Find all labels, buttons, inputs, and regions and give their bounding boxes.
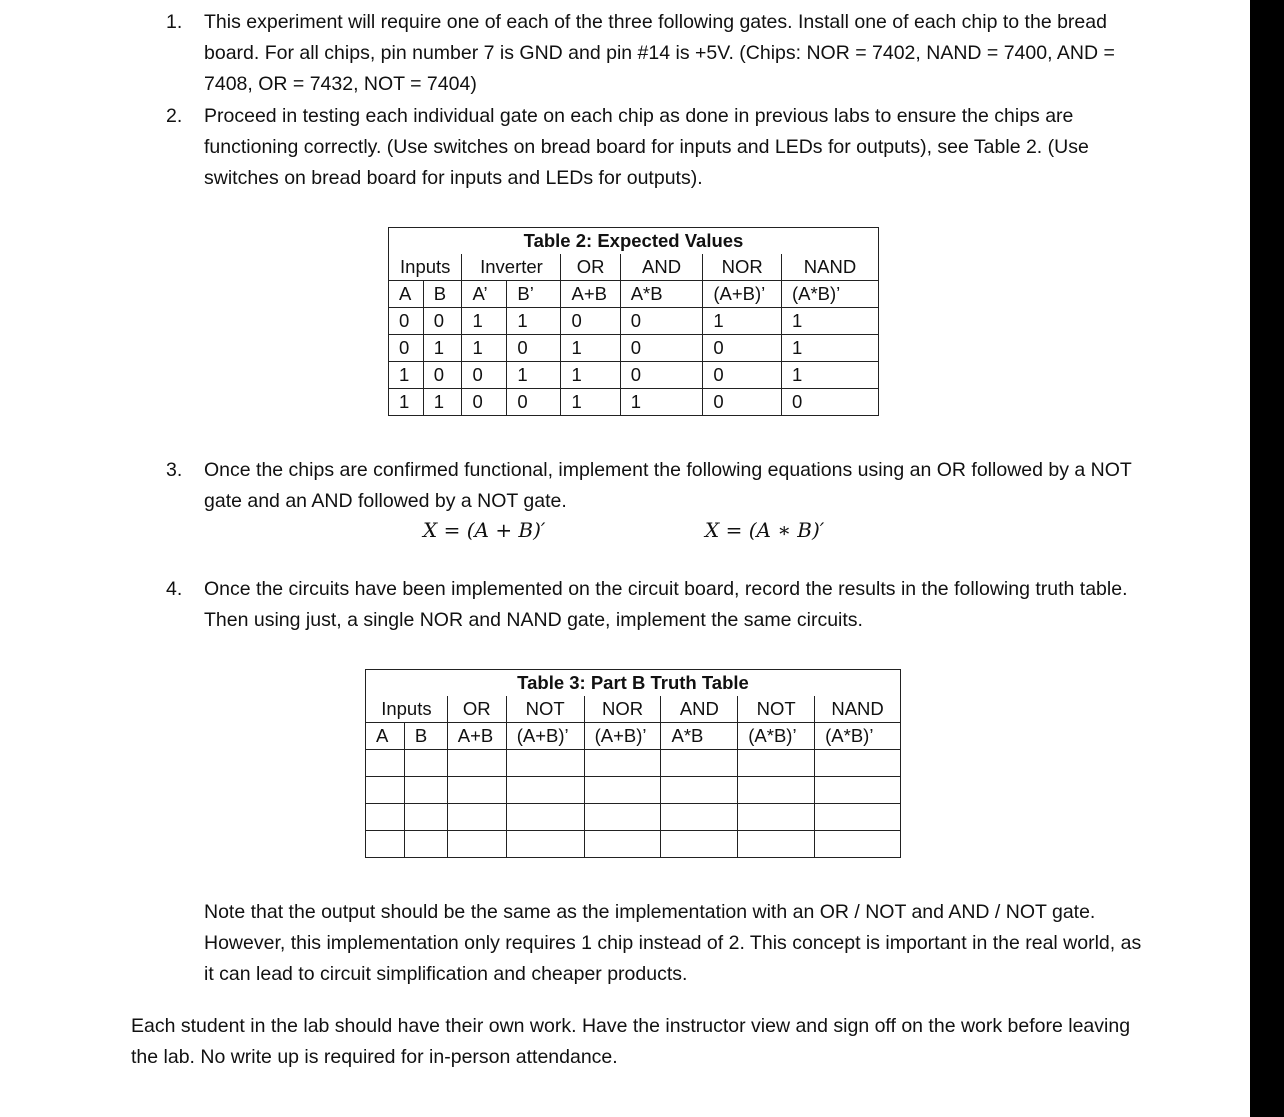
- table-caption: Table 2: Expected Values: [389, 228, 879, 255]
- table-cell: 1: [561, 389, 620, 416]
- group-header: NOR: [584, 696, 661, 723]
- table-cell: 1: [620, 389, 703, 416]
- empty-table-row: [366, 777, 901, 804]
- group-header: AND: [620, 254, 703, 281]
- subheader-cell: (A+B)’: [584, 723, 661, 750]
- subheader-cell: A+B: [561, 281, 620, 308]
- empty-table-row: [366, 804, 901, 831]
- table-row: [389, 335, 879, 362]
- table-cell: 0: [620, 362, 703, 389]
- closing-paragraph: Each student in the lab should have their own work. Have the instructor view and sign off on the work before leaving the lab. No write up is required for in-person attendance.: [131, 1015, 1131, 1068]
- equation-nand: X = (A ∗ B)′: [705, 518, 825, 542]
- table-row: [389, 362, 879, 389]
- table-cell: 0: [781, 389, 878, 416]
- item-text: Once the chips are confirmed functional, implement the following equations using an OR followed by a NOT gate and an AND followed by a NOT gate.: [204, 459, 1132, 512]
- table-cell: 0: [620, 308, 703, 335]
- subheader-cell: (A*B)’: [815, 723, 901, 750]
- table-cell: 0: [389, 308, 424, 335]
- table-cell: 1: [423, 389, 462, 416]
- table-cell: 1: [462, 308, 507, 335]
- subheader-row: [389, 281, 879, 308]
- table-cell: 0: [620, 335, 703, 362]
- group-header: NAND: [781, 254, 878, 281]
- item-text: This experiment will require one of each of the three following gates. Install one of each chip to the bread board. For all chips, pin number 7 is GND and pin #14 is +5V. (Chips: NOR = 7402, NAND = 7400, AND = 7408, OR = 7432, NOT = 7404): [204, 11, 1115, 95]
- empty-table-row: [366, 831, 901, 858]
- subheader-cell: A*B: [620, 281, 703, 308]
- table-cell: 1: [389, 389, 424, 416]
- table-cell: 0: [703, 335, 782, 362]
- group-header: NAND: [815, 696, 901, 723]
- table-cell: 0: [507, 389, 561, 416]
- subheader-cell: (A*B)’: [738, 723, 815, 750]
- table-cell: 1: [703, 308, 782, 335]
- table-cell: 1: [389, 362, 424, 389]
- empty-table-row: [366, 750, 901, 777]
- table-row: [389, 389, 879, 416]
- group-header: NOT: [506, 696, 584, 723]
- item-text: Proceed in testing each individual gate on each chip as done in previous labs to ensure the chips are functioning correctly. (Use switches on bread board for inputs and LEDs for outputs), see Table 2. (Use switches on bread board for inputs and LEDs for outputs).: [204, 105, 1089, 189]
- subheader-cell: B: [404, 723, 447, 750]
- table-cell: 1: [561, 335, 620, 362]
- item-number: 4.: [166, 578, 183, 600]
- table-cell: 1: [781, 362, 878, 389]
- subheader-cell: A*B: [661, 723, 738, 750]
- subheader-cell: A+B: [447, 723, 506, 750]
- table-cell: 1: [507, 362, 561, 389]
- table-cell: 1: [507, 308, 561, 335]
- subheader-cell: B’: [507, 281, 561, 308]
- subheader-cell: A: [366, 723, 405, 750]
- item-text: Once the circuits have been implemented on the circuit board, record the results in the following truth table. Then using just, a single NOR and NAND gate, implement the same circuits.: [204, 578, 1128, 631]
- table-cell: 1: [781, 335, 878, 362]
- equation-nor: X = (A + B)′: [423, 518, 546, 542]
- instruction-item-4: [166, 574, 1146, 636]
- table-row: [389, 308, 879, 335]
- table-cell: 0: [703, 389, 782, 416]
- subheader-cell: (A+B)’: [703, 281, 782, 308]
- table-cell: 1: [561, 362, 620, 389]
- subheader-cell: (A*B)’: [781, 281, 878, 308]
- group-header: NOT: [738, 696, 815, 723]
- subheader-row: [366, 723, 901, 750]
- group-header: OR: [561, 254, 620, 281]
- item-number: 3.: [166, 459, 183, 481]
- table-cell: 0: [423, 308, 462, 335]
- subheader-cell: A: [389, 281, 424, 308]
- note-paragraph: Note that the output should be the same as the implementation with an OR / NOT and AND / NOT gate. However, this implementation only requires 1 chip instead of 2. This concept is important in the real world, as it can lead to circuit simplification and cheaper products.: [204, 901, 1142, 985]
- group-header: AND: [661, 696, 738, 723]
- instruction-item-3: [166, 455, 1146, 517]
- instruction-item-1: [166, 7, 1146, 100]
- group-header: Inverter: [462, 254, 561, 281]
- table-cell: 0: [507, 335, 561, 362]
- table-cell: 0: [703, 362, 782, 389]
- table-cell: 1: [462, 335, 507, 362]
- group-header: Inputs: [366, 696, 448, 723]
- table-cell: 0: [462, 389, 507, 416]
- table-cell: 1: [423, 335, 462, 362]
- table-cell: 0: [561, 308, 620, 335]
- table-cell: 1: [781, 308, 878, 335]
- table-expected-values: [388, 227, 879, 416]
- item-number: 1.: [166, 11, 183, 33]
- table-cell: 0: [389, 335, 424, 362]
- table-caption: Table 3: Part B Truth Table: [366, 670, 901, 697]
- subheader-cell: A’: [462, 281, 507, 308]
- table-part-b-truth-table: [365, 669, 901, 858]
- group-header: OR: [447, 696, 506, 723]
- table-cell: 0: [423, 362, 462, 389]
- subheader-cell: (A+B)’: [506, 723, 584, 750]
- instruction-item-2: [166, 101, 1146, 194]
- item-number: 2.: [166, 105, 183, 127]
- group-header: NOR: [703, 254, 782, 281]
- group-header: Inputs: [389, 254, 462, 281]
- subheader-cell: B: [423, 281, 462, 308]
- table-cell: 0: [462, 362, 507, 389]
